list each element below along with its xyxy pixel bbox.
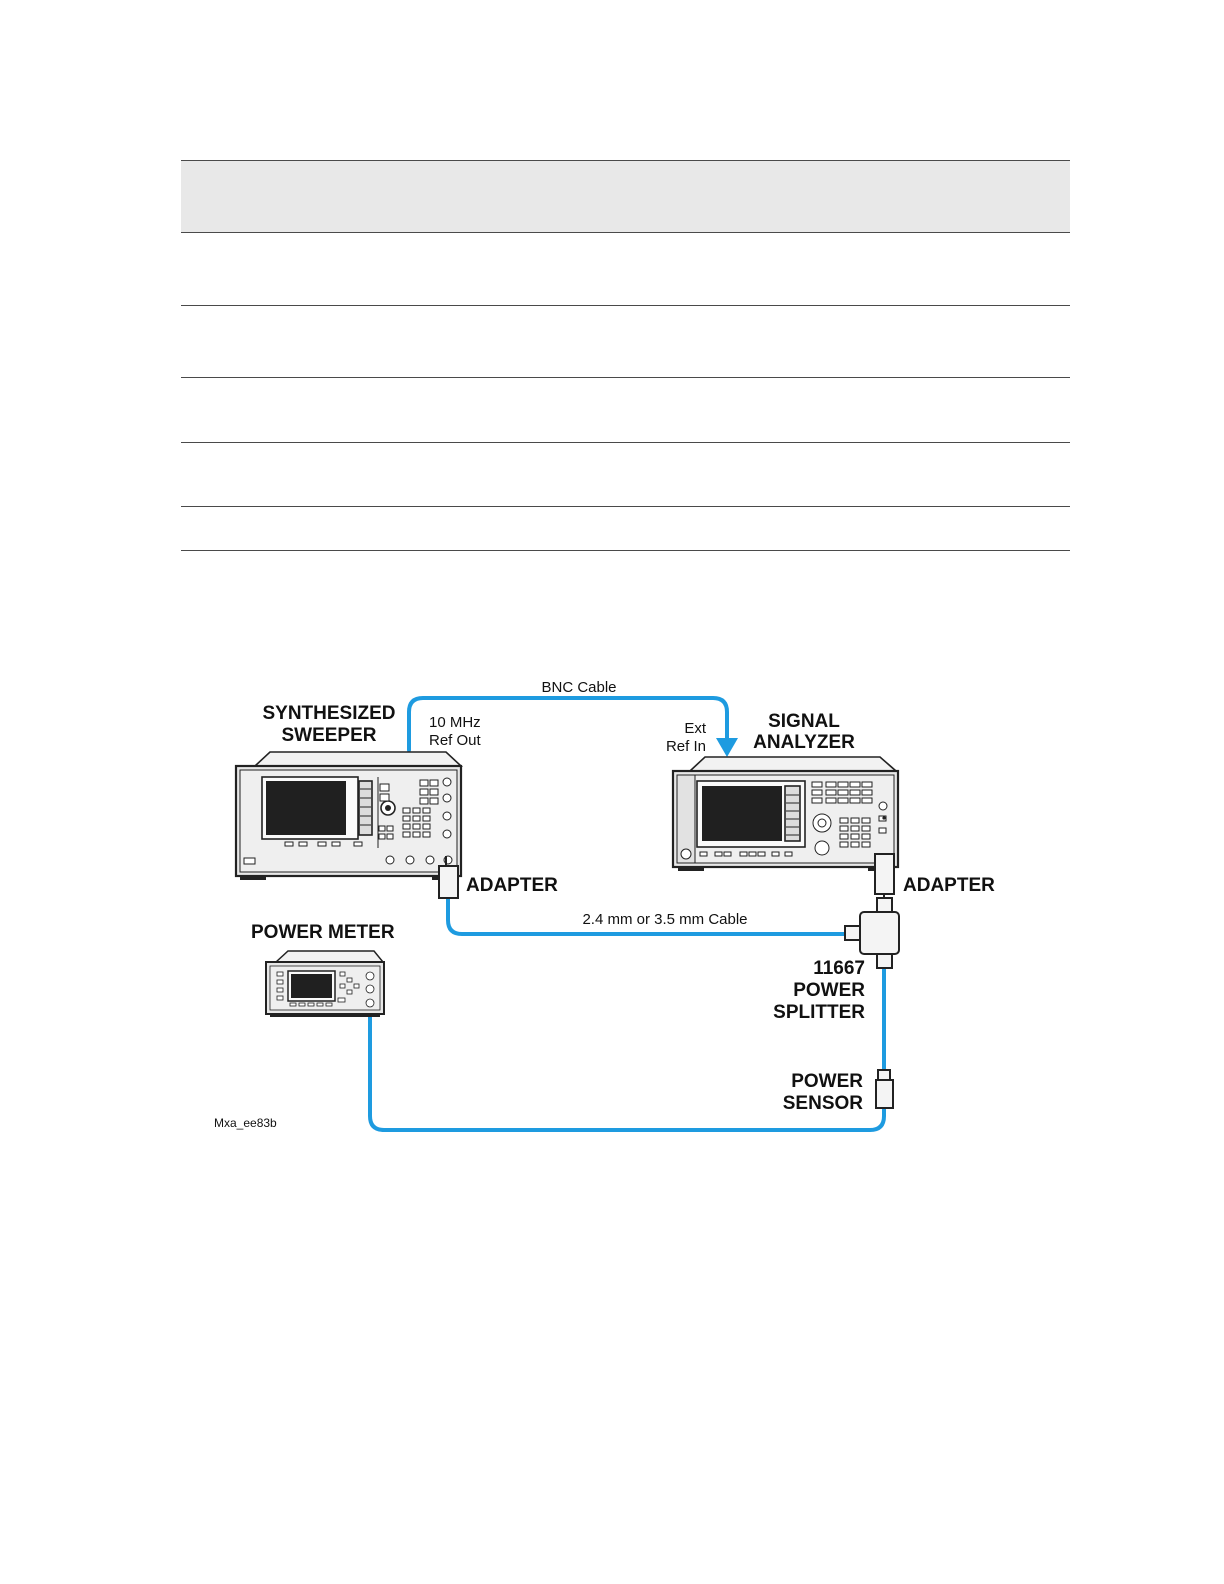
power-meter-label: POWER METER [251,922,395,943]
power-sensor [876,1070,893,1108]
bnc-cable-label: BNC Cable [541,679,617,696]
ext-ref-in-label-line2: Ref In [665,738,706,755]
adapter-right-shape [875,854,894,894]
analyzer-label-line1: SIGNAL [768,711,840,732]
ref-out-label-line1: 10 MHz [429,714,481,731]
sensor-label-line2: SENSOR [782,1093,863,1114]
signal-analyzer [673,757,898,900]
adapter-right-label: ADAPTER [903,875,995,896]
splitter-label-line1: 11667 [813,958,865,979]
power-meter [266,951,384,1017]
figure-id-label: Mxa_ee83b [214,1116,277,1130]
splitter-label-line3: SPLITTER [773,1002,865,1023]
analyzer-label-line2: ANALYZER [753,732,855,753]
adapter-left-shape [439,866,458,898]
sweeper-label-line1: SYNTHESIZED [262,703,396,724]
ext-ref-in-label-line1: Ext [684,720,706,737]
synthesized-sweeper [236,752,461,898]
adapter-left-label: ADAPTER [466,875,558,896]
ref-out-label-line2: Ref Out [429,732,481,749]
sensor-label-line1: POWER [791,1071,863,1092]
sweeper-label-line2: SWEEPER [281,725,377,746]
bnc-arrow-icon [716,738,738,757]
rf-cable-label: 2.4 mm or 3.5 mm Cable [582,911,748,928]
splitter-label-line2: POWER [793,980,865,1001]
